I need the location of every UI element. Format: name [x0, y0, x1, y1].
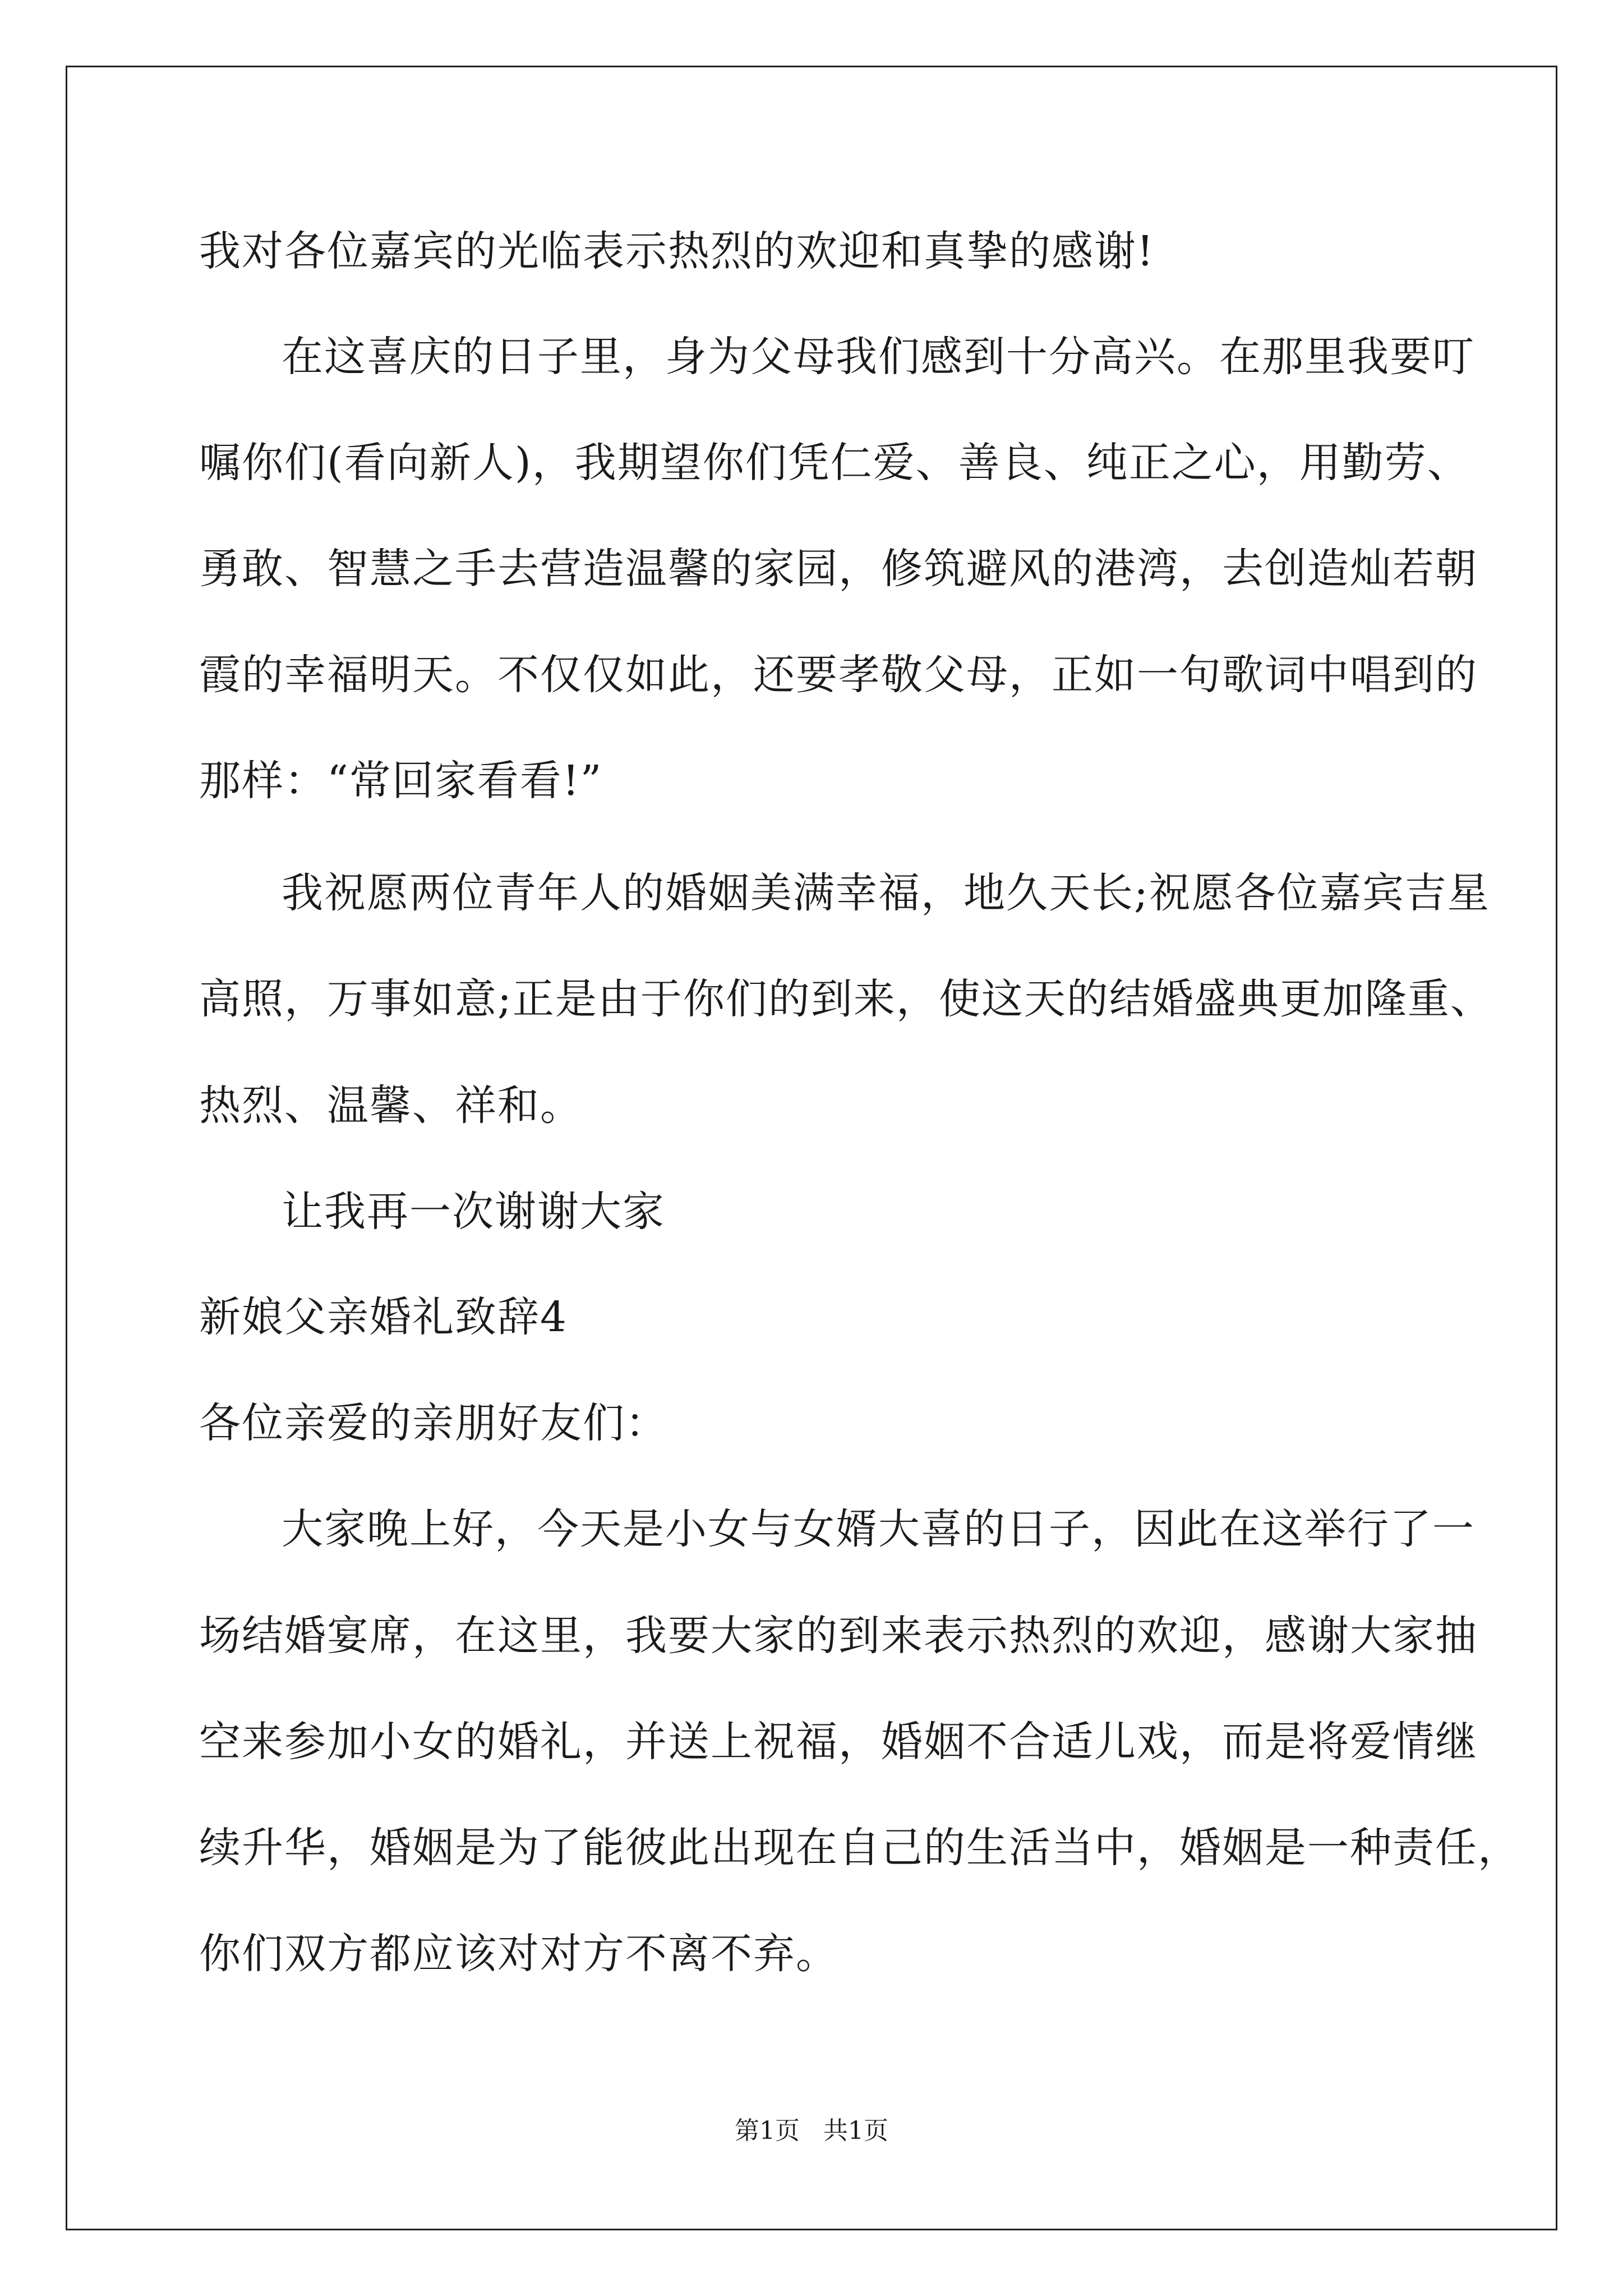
text-line-1: 我对各位嘉宾的光临表示热烈的欢迎和真挚的感谢! — [199, 227, 1155, 275]
text-line-6: 那样：“常回家看看!” — [199, 757, 603, 805]
page-border — [66, 66, 1557, 2230]
page-number-footer: 第1页 共1页 — [735, 2116, 888, 2145]
text-line-14: 场结婚宴席，在这里，我要大家的到来表示热烈的欢迎，感谢大家抽 — [199, 1612, 1478, 1660]
text-line-8: 高照，万事如意;正是由于你们的到来，使这天的结婚盛典更加隆重、 — [199, 975, 1493, 1023]
text-line-3: 嘱你们(看向新人)，我期望你们凭仁爱、善良、纯正之心，用勤劳、 — [199, 439, 1470, 487]
text-line-17: 你们双方都应该对对方不离不弃。 — [199, 1930, 838, 1978]
text-line-2: 在这喜庆的日子里，身为父母我们感到十分高兴。在那里我要叮 — [282, 333, 1475, 381]
text-line-9: 热烈、温馨、祥和。 — [199, 1082, 583, 1130]
text-line-15: 空来参加小女的婚礼，并送上祝福，婚姻不合适儿戏，而是将爱情继 — [199, 1718, 1478, 1766]
text-line-10: 让我再一次谢谢大家 — [282, 1188, 665, 1236]
text-line-13: 大家晚上好，今天是小女与女婿大喜的日子，因此在这举行了一 — [282, 1505, 1475, 1553]
text-line-5: 霞的幸福明天。不仅仅如此，还要孝敬父母，正如一句歌词中唱到的 — [199, 651, 1478, 699]
section-heading: 新娘父亲婚礼致辞4 — [199, 1293, 568, 1341]
text-line-16: 续升华，婚姻是为了能彼此出现在自己的生活当中，婚姻是一种责任， — [199, 1824, 1520, 1872]
text-line-4: 勇敢、智慧之手去营造温馨的家园，修筑避风的港湾，去创造灿若朝 — [199, 545, 1478, 593]
salutation: 各位亲爱的亲朋好友们： — [199, 1399, 668, 1447]
text-line-7: 我祝愿两位青年人的婚姻美满幸福，地久天长;祝愿各位嘉宾吉星 — [282, 869, 1490, 917]
